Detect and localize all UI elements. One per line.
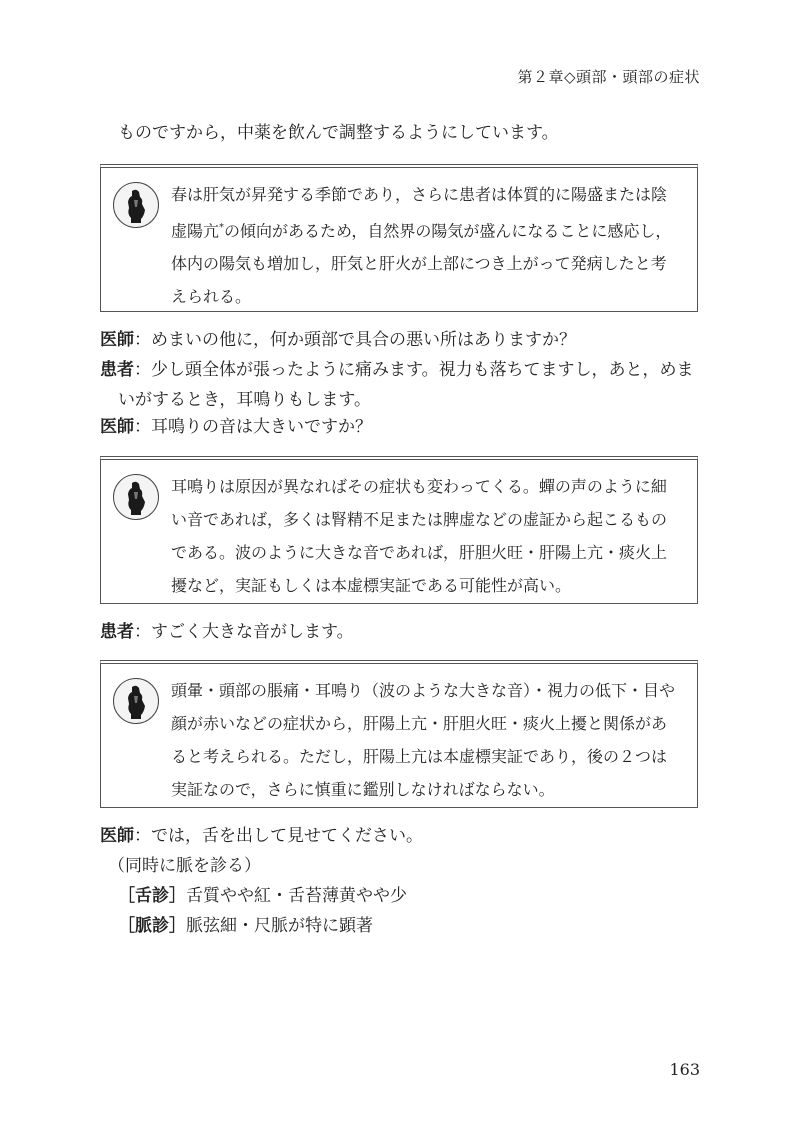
sage-figure-icon: [113, 678, 159, 724]
speaker-label: 患者: [100, 622, 134, 642]
note-3-line-2: 顔が赤いなどの症状から，肝陽上亢・肝胆火旺・痰火上擾と関係があ: [171, 714, 668, 733]
page-number: 163: [669, 1060, 700, 1079]
exam-line-tongue: [118, 881, 407, 911]
dialogue-line: [100, 617, 354, 647]
dialogue-line: [100, 821, 423, 851]
dialogue-line: [100, 355, 693, 385]
speaker-label: 医師: [100, 826, 134, 846]
intro-line: ものですから，中薬を飲んで調整するようにしています。: [118, 123, 559, 143]
note-1-line-3: 体内の陽気も増加し，肝気と肝火が上部につき上がって発病したと考: [171, 254, 667, 274]
exam-line-pulse: [118, 911, 373, 941]
speaker-label: 患者: [100, 360, 134, 380]
speaker-label: 医師: [100, 330, 134, 350]
note-1-line-1: 春は肝気が昇発する季節であり，さらに患者は体質的に陽盛または陰: [171, 185, 668, 204]
note-2-line-3: である。波のように大きな音であれば，肝胆火旺・肝陽上亢・痰火上: [171, 543, 668, 562]
note-1-line-2: [171, 211, 685, 247]
note-1-line-4: えられる。: [171, 287, 252, 307]
speaker-label: 医師: [100, 417, 134, 437]
note-2-line-2: い音であれば，多くは腎精不足または脾虚などの虚証から起こるもの: [171, 510, 668, 529]
sage-figure-icon: [113, 474, 159, 520]
note-3-line-3: ると考えられる。ただし，肝陽上亢は本虚標実証であり，後の２つは: [171, 747, 668, 766]
note-3-line-4: 実証なので，さらに慎重に鑑別しなければならない。: [171, 780, 555, 799]
exam-label: ［脈診］: [118, 916, 186, 936]
note-3-line-1: 頭暈・頭部の脹痛・耳鳴り（波のような大きな音）・視力の低下・目や: [171, 681, 676, 700]
running-head: 第２章◇頭部・頭部の症状: [517, 68, 700, 86]
dialogue-text: ：少し頭全体が張ったように痛みます。視力も落ちてますし，あと，めま: [134, 360, 694, 380]
note-2-line-4: 擾など，実証もしくは本虚標実証である可能性が高い。: [171, 576, 572, 595]
dialogue-text: ：耳鳴りの音は大きいですか？: [134, 417, 372, 437]
sage-figure-icon: [113, 182, 159, 228]
dialogue-line: [100, 325, 576, 355]
dialogue-line: [100, 412, 372, 442]
footnote-asterisk: *: [219, 222, 225, 233]
exam-label: ［舌診］: [118, 886, 186, 906]
note-1-term: 虚陽亢: [171, 221, 220, 241]
dialogue-line: [118, 385, 371, 415]
paren-note: （同時に脈を診る）: [108, 856, 261, 876]
dialogue-text: ：では，舌を出して見せてください。: [134, 826, 423, 846]
commentary-box-3: [100, 660, 698, 808]
commentary-box-1: [100, 164, 698, 312]
exam-text: 舌質やや紅・舌苔薄黄やや少: [186, 886, 407, 906]
commentary-box-2: [100, 456, 698, 604]
note-1-line-2-rest: の傾向があるため，自然界の陽気が盛んになることに感応し，: [224, 221, 672, 241]
dialogue-text: いがするとき，耳鳴りもします。: [118, 390, 371, 410]
exam-text: 脈弦細・尺脈が特に顕著: [186, 916, 373, 936]
dialogue-text: ：すごく大きな音がします。: [134, 622, 354, 642]
dialogue-text: ：めまいの他に，何か頭部で具合の悪い所はありますか？: [134, 330, 576, 350]
note-2-line-1: 耳鳴りは原因が異なればその症状も変わってくる。蟬の声のように細: [171, 477, 667, 496]
